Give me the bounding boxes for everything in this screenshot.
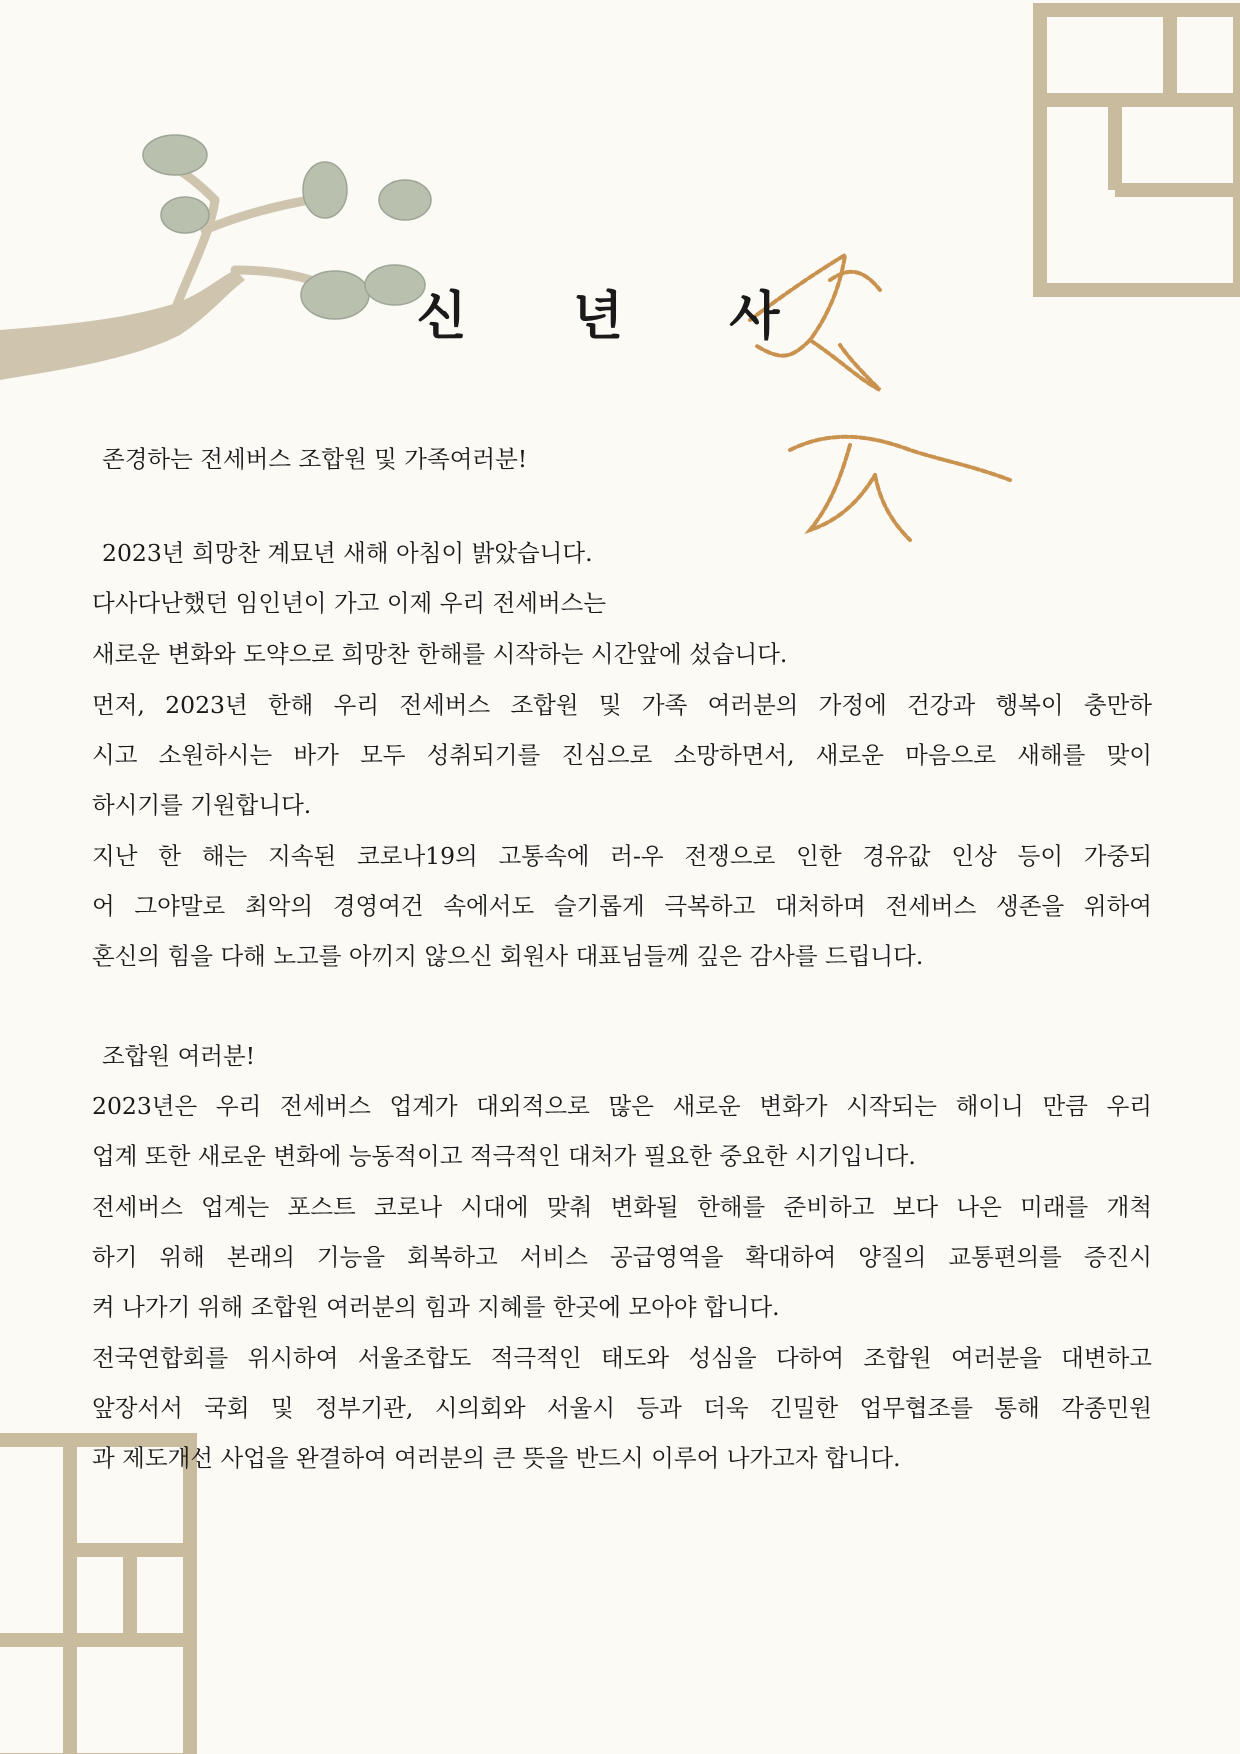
body-line: 앞장서서 국회 및 정부기관, 시의회와 서울시 등과 더욱 긴밀한 업무협조를 통해 각종민원 xyxy=(92,1394,1152,1422)
salutation-line: 조합원 여러분! xyxy=(102,1042,256,1070)
body-line: 시고 소원하시는 바가 모두 성취되기를 진심으로 소망하면서, 새로운 마음으로 새해를 맞이 xyxy=(92,741,1152,769)
body-line: 어 그야말로 최악의 경영여건 속에서도 슬기롭게 극복하고 대처하며 전세버스 생존을 위하여 xyxy=(92,892,1152,920)
body-line: 업계 또한 새로운 변화에 능동적이고 적극적인 대처가 필요한 중요한 시기입니다. xyxy=(92,1142,916,1170)
salutation-line: 존경하는 전세버스 조합원 및 가족여러분! xyxy=(102,445,528,473)
body-line: 2023년은 우리 전세버스 업계가 대외적으로 많은 새로운 변화가 시작되는 해이니 만큼 우리 xyxy=(92,1092,1152,1120)
pine-branch-illustration xyxy=(0,120,470,420)
body-line: 전세버스 업계는 포스트 코로나 시대에 맞춰 변화될 한해를 준비하고 보다 나은 미래를 개척 xyxy=(92,1193,1152,1221)
body-line: 먼저, 2023년 한해 우리 전세버스 조합원 및 가족 여러분의 가정에 건강과 행복이 충만하 xyxy=(92,691,1152,719)
body-line: 하시기를 기원합니다. xyxy=(92,791,312,819)
page-title: 신 년 사 xyxy=(416,287,824,347)
body-line: 혼신의 힘을 다해 노고를 아끼지 않으신 회원사 대표님들께 깊은 감사를 드립니다. xyxy=(92,942,924,970)
body-line: 지난 한 해는 지속된 코로나19의 고통속에 러-우 전쟁으로 인한 경유값 인상 등이 가중되 xyxy=(92,842,1152,870)
body-line: 2023년 희망찬 계묘년 새해 아침이 밝았습니다. xyxy=(102,539,593,567)
body-line: 하기 위해 본래의 기능을 회복하고 서비스 공급영역을 확대하여 양질의 교통편의를 증진시 xyxy=(92,1243,1152,1271)
body-line: 과 제도개선 사업을 완결하여 여러분의 큰 뜻을 반드시 이루어 나가고자 합니다. xyxy=(92,1444,901,1472)
body-line: 켜 나가기 위해 조합원 여러분의 힘과 지혜를 한곳에 모아야 합니다. xyxy=(92,1293,780,1321)
body-line: 새로운 변화와 도약으로 희망찬 한해를 시작하는 시간앞에 섰습니다. xyxy=(92,640,788,668)
body-line: 전국연합회를 위시하여 서울조합도 적극적인 태도와 성심을 다하여 조합원 여러분을 대변하고 xyxy=(92,1344,1152,1372)
lattice-frame-bottom-left-decoration xyxy=(0,1430,200,1754)
body-line: 다사다난했던 임인년이 가고 이제 우리 전세버스는 xyxy=(92,589,607,617)
lattice-frame-top-right-decoration xyxy=(1030,0,1240,300)
